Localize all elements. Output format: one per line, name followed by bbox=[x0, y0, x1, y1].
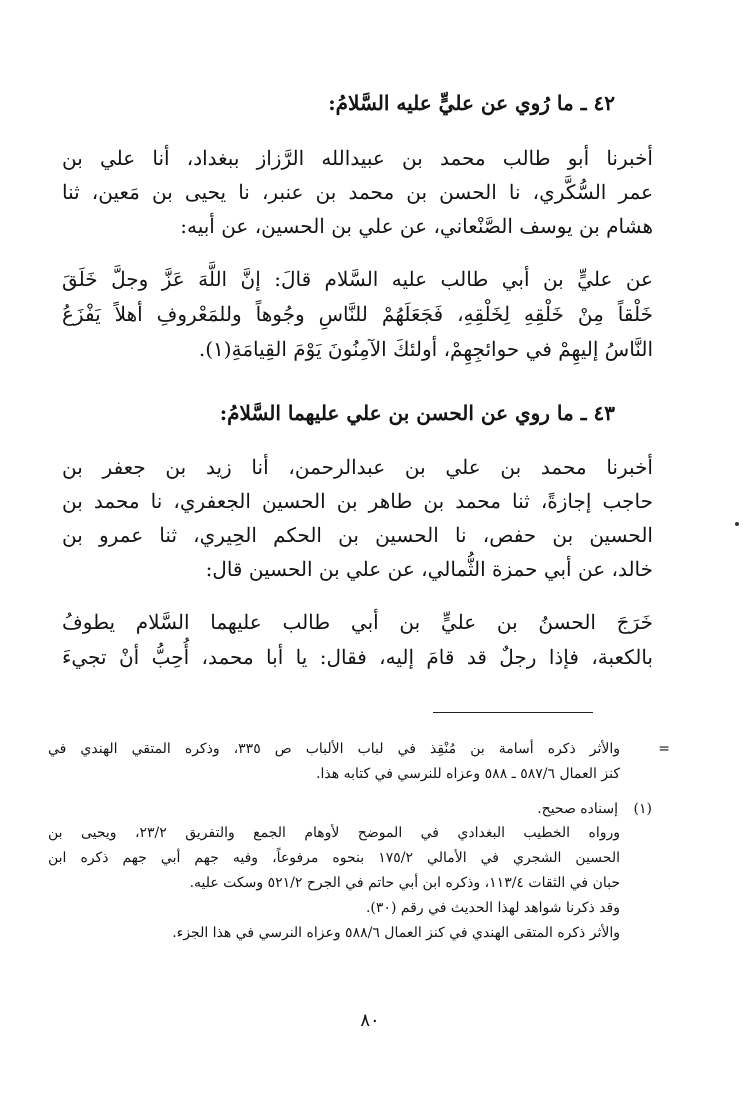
footnote-1-line: وقد ذكرنا شواهد لهذا الحديث في رقم (٣٠). bbox=[365, 900, 620, 916]
section-43-isnad-line-4: خالد، عن أبي حمزة الثُّمالي، عن علي بن الحسين قال: bbox=[205, 557, 653, 581]
footnote-1-first-line: إسناده صحيح. bbox=[537, 801, 618, 817]
section-43-isnad-line-3: الحسين بن حفص، نا الحسين بن الحكم الحِيري، ثنا عمرو بن bbox=[62, 523, 653, 547]
section-42-matn-line-2: خَلْقاً مِنْ خَلْقِهِ لِخَلْقِهِ، فَجَعَلَهُمْ للنَّاسِ وجُوهاً وللمَعْروفِ أهلاً يَفْزَعُ bbox=[62, 302, 653, 326]
scan-speck bbox=[735, 522, 739, 526]
section-42-isnad-line-3: هشام بن يوسف الصَّنْعاني، عن علي بن الحسين، عن أبيه: bbox=[180, 214, 653, 238]
section-43-matn-line-2: بالكعبة، فإذا رجلٌ قد قامَ إليه، فقال: يا أبا محمد، أُحِبُّ أنْ تجيءَ bbox=[62, 645, 653, 669]
section-43-heading: ٤٣ ـ ما روي عن الحسن بن علي عليهما السَّلامُ: bbox=[219, 401, 615, 425]
footnote-1-line: الحسين الشجري في الأمالي ١٧٥/٢ بنحوه مرفوعاً، وفيه جهم أبي جهم ذكره ابن bbox=[48, 850, 620, 866]
footnote-continuation-marker: = bbox=[658, 741, 670, 757]
footnote-1-line: حبان في الثقات ١١٣/٤، وذكره ابن أبي حاتم في الجرح ٥٢١/٢ وسكت عليه. bbox=[189, 875, 620, 891]
page-number: ٨٠ bbox=[360, 1010, 380, 1031]
footnote-1-number: (١) bbox=[633, 801, 652, 817]
footnote-1-line: ورواه الخطيب البغدادي في الموضح لأوهام الجمع والتفريق ٢٣/٢، ويحيى بن bbox=[48, 825, 620, 841]
footnote-1-line: والأثر ذكره المتقى الهندي في كنز العمال ٥٨٨/٦ وعزاه النرسي في هذا الجزء. bbox=[172, 925, 620, 941]
section-42-matn-line-3: النَّاسُ إليهِمْ في حوائجِهِمْ، أولئكَ الآمِنُونَ يَوْمَ القِيامَةِ(١). bbox=[198, 337, 653, 361]
section-43-isnad-line-2: حاجب إجازةً، ثنا محمد بن طاهر بن الحسين الجعفري، نا محمد بن bbox=[62, 489, 653, 513]
section-43-isnad-line-1: أخبرنا محمد بن علي بن عبدالرحمن، أنا زيد بن جعفر بن bbox=[62, 455, 653, 479]
section-43-matn-line-1: خَرَجَ الحسنُ بن عليٍّ بن أبي طالب عليهما السَّلام يطوفُ bbox=[62, 610, 653, 634]
section-42-heading: ٤٢ ـ ما رُوي عن عليٍّ عليه السَّلامُ: bbox=[328, 91, 615, 115]
section-42-matn-line-1: عن عليٍّ بن أبي طالب عليه السَّلام قالَ: إنَّ اللَّهَ عَزَّ وجلَّ خَلَقَ bbox=[62, 267, 653, 291]
footnote-separator bbox=[433, 712, 593, 713]
footnote-continuation-line-1: والأثر ذكره أسامة بن مُنْقِذ في لباب الألباب ص ٣٣٥، وذكره المتقي الهندي في bbox=[48, 741, 620, 757]
section-42-isnad-line-2: عمر السُّكَّري، نا الحسن بن محمد بن عنبر، نا يحيى بن مَعين، ثنا bbox=[62, 180, 653, 204]
footnote-continuation-line-2: كنز العمال ٥٨٧/٦ ـ ٥٨٨ وعزاه للنرسي في كتابه هذا. bbox=[316, 766, 620, 782]
section-42-isnad-line-1: أخبرنا أبو طالب محمد بن عبيدالله الرَّزاز ببغداد، أنا علي بن bbox=[62, 146, 653, 170]
